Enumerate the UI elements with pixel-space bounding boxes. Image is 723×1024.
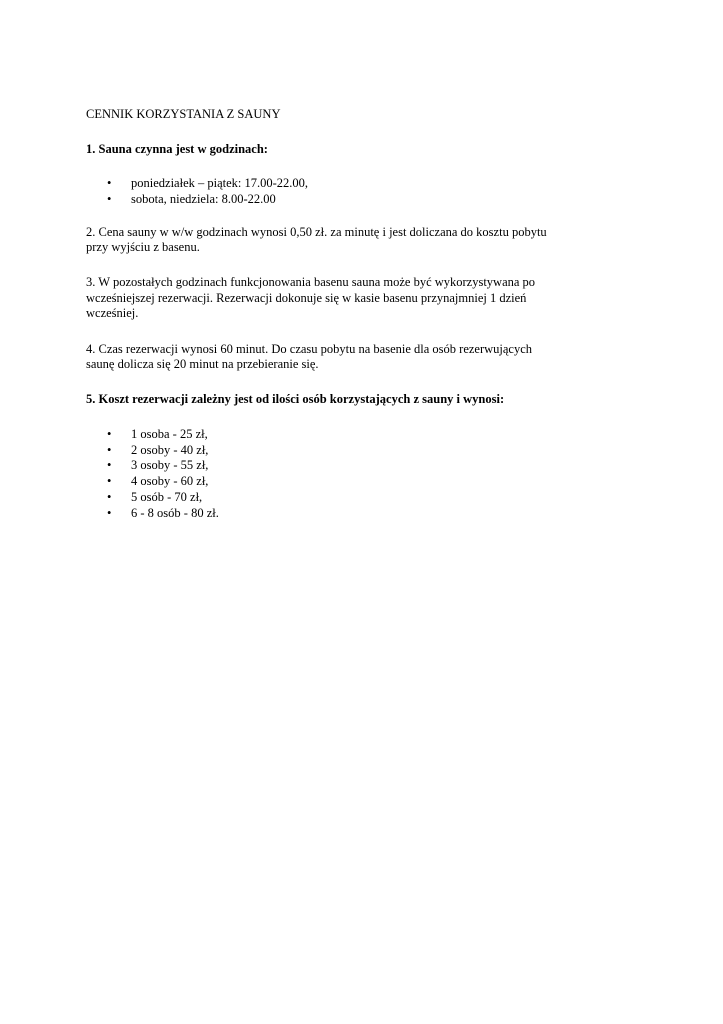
paragraph-line: wcześniejszej rezerwacji. Rezerwacji dokonuje się w kasie basenu przynajmniej 1 dzień: [86, 291, 527, 305]
list-item-text: 5 osób - 70 zł,: [131, 490, 203, 504]
list-item-text: 6 - 8 osób - 80 zł.: [131, 506, 219, 520]
list-item-text: poniedziałek – piątek: 17.00-22.00,: [131, 176, 309, 190]
paragraph-line: 3. W pozostałych godzinach funkcjonowania basenu sauna może być wykorzystywana po: [86, 275, 536, 289]
list-item-text: 1 osoba - 25 zł,: [131, 427, 208, 441]
paragraph-line: przy wyjściu z basenu.: [86, 240, 200, 254]
bullet-marker: •: [107, 427, 112, 441]
paragraph-line: 2. Cena sauny w w/w godzinach wynosi 0,50 zł. za minutę i jest doliczana do kosztu pobytu: [86, 225, 547, 239]
paragraph-line: 4. Czas rezerwacji wynosi 60 minut. Do czasu pobytu na basenie dla osób rezerwujących: [86, 342, 533, 356]
list-item-text: 3 osoby - 55 zł,: [131, 458, 209, 472]
list-item-text: sobota, niedziela: 8.00-22.00: [131, 192, 276, 206]
list-item-text: 4 osoby - 60 zł,: [131, 474, 209, 488]
bullet-marker: •: [107, 458, 112, 472]
paragraph-line: saunę dolicza się 20 minut na przebieranie się.: [86, 357, 319, 371]
bullet-marker: •: [107, 490, 112, 504]
document-title: CENNIK KORZYSTANIA Z SAUNY: [86, 107, 281, 121]
bullet-marker: •: [107, 506, 112, 520]
bullet-marker: •: [107, 176, 112, 190]
section-1-heading: 1. Sauna czynna jest w godzinach:: [86, 142, 268, 156]
bullet-marker: •: [107, 192, 112, 206]
section-5-heading: 5. Koszt rezerwacji zależny jest od ilości osób korzystających z sauny i wynosi:: [86, 392, 505, 406]
bullet-marker: •: [107, 474, 112, 488]
bullet-marker: •: [107, 443, 112, 457]
list-item-text: 2 osoby - 40 zł,: [131, 443, 209, 457]
paragraph-line: wcześniej.: [86, 306, 139, 320]
